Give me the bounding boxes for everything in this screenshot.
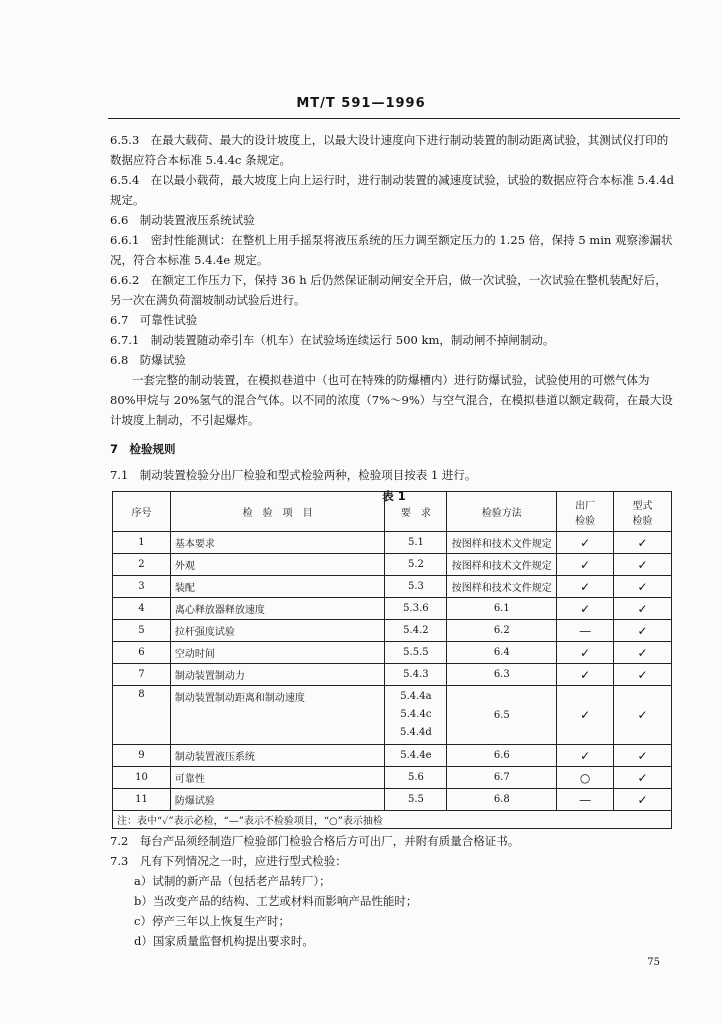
inspection-table bbox=[112, 491, 672, 829]
para-7-1: 7.1 制动装置检验分出厂检验和型式检验两种，检验项目按表 1 进行。 bbox=[110, 468, 477, 482]
table-note-row bbox=[113, 811, 672, 829]
list-item: d）国家质量监督机构提出要求时。 bbox=[134, 934, 314, 948]
heading-6-6: 6.6 制动装置液压系统试验 bbox=[110, 213, 255, 227]
heading-6-7: 6.7 可靠性试验 bbox=[110, 313, 198, 327]
para-6-5-3: 6.5.3 在最大载荷、最大的设计坡度上，以最大设计速度向下进行制动装置的制动距离试验，其测试仪打印的数据应符合本标准 5.4.4c 条规定。 bbox=[110, 133, 669, 167]
table-note: 注：表中“✓”表示必检，“—”表示不检验项目，“○”表示抽检 bbox=[113, 811, 672, 829]
para-6-8-body: 一套完整的制动装置，在模拟巷道中（也可在特殊的防爆槽内）进行防爆试验，试验使用的可燃气体为 80%甲烷与 20%氢气的混合气体。以不同的浓度（7%～9%）与空气混合，在模拟巷道以额定载荷，在最大设计坡度上制动，不引起爆炸。 bbox=[110, 373, 673, 427]
table-header-row bbox=[113, 492, 672, 532]
page-number: 75 bbox=[647, 957, 660, 968]
heading-6-8: 6.8 防爆试验 bbox=[110, 353, 186, 367]
header-type-inspection: 型式 检验 bbox=[614, 492, 672, 532]
table-row: 2 外观 5.2 按图样和技术文件规定 ✓ ✓ bbox=[113, 554, 672, 576]
standard-header: MT/T 591—1996 bbox=[296, 96, 426, 111]
para-6-5-4: 6.5.4 在以最小载荷，最大坡度上向上运行时，进行制动装置的减速度试验，试验的数据应符合本标准 5.4.4d 规定。 bbox=[110, 173, 675, 207]
table-row: 3 装配 5.3 按图样和技术文件规定 ✓ ✓ bbox=[113, 576, 672, 598]
list-item: a）试制的新产品（包括老产品转厂）； bbox=[134, 874, 331, 888]
header-item: 检 验 项 目 bbox=[170, 492, 385, 532]
para-7-3: 7.3 凡有下列情况之一时，应进行型式检验： bbox=[110, 854, 347, 868]
table-row: 6 空动时间 5.5.5 6.4 ✓ ✓ bbox=[113, 642, 672, 664]
body-text-upper bbox=[110, 130, 678, 506]
para-6-7-1: 6.7.1 制动装置随动牵引车（机车）在试验场连续运行 500 km，制动闸不掉闸制动。 bbox=[110, 333, 555, 347]
list-item: c）停产三年以上恢复生产时； bbox=[134, 914, 290, 928]
body-text-lower bbox=[110, 831, 678, 951]
section-7-title: 7 检验规则 bbox=[110, 442, 176, 456]
list-item: b）当改变产品的结构、工艺或材料而影响产品性能时； bbox=[134, 894, 418, 908]
table-row: 11 防爆试验 5.5 6.8 — ✓ bbox=[113, 789, 672, 811]
requirement-multi: 5.4.4a 5.4.4c 5.4.4d bbox=[385, 686, 447, 745]
table-row: 1 基本要求 5.1 按图样和技术文件规定 ✓ ✓ bbox=[113, 532, 672, 554]
para-7-2: 7.2 每台产品须经制造厂检验部门检验合格后方可出厂，并附有质量合格证书。 bbox=[110, 834, 520, 848]
table-caption: 表 1 bbox=[382, 489, 406, 503]
table-row: 4 离心释放器释放速度 5.3.6 6.1 ✓ ✓ bbox=[113, 598, 672, 620]
header-method: 检验方法 bbox=[447, 492, 557, 532]
header-factory-inspection: 出厂 检验 bbox=[557, 492, 614, 532]
header-no: 序号 bbox=[113, 492, 171, 532]
table-row: 5 拉杆强度试验 5.4.2 6.2 — ✓ bbox=[113, 620, 672, 642]
para-6-6-2: 6.6.2 在额定工作压力下，保持 36 h 后仍然保证制动闸安全开启，做一次试验，一次试验在整机装配好后，另一次在满负荷溜坡制动试验后进行。 bbox=[110, 273, 667, 307]
table-row: 7 制动装置制动力 5.4.3 6.3 ✓ ✓ bbox=[113, 664, 672, 686]
table-row: 8 制动装置制动距离和制动速度 5.4.4a 5.4.4c 5.4.4d 6.5 ✓ ✓ bbox=[113, 686, 672, 745]
header-requirement: 要 求 bbox=[385, 492, 447, 532]
table-row: 10 可靠性 5.6 6.7 ○ ✓ bbox=[113, 767, 672, 789]
para-6-6-1: 6.6.1 密封性能测试：在整机上用手摇泵将液压系统的压力调至额定压力的 1.25 倍，保持 5 min 观察渗漏状况，符合本标准 5.4.4e 规定。 bbox=[110, 233, 673, 267]
header-rule bbox=[108, 118, 680, 119]
table-row: 9 制动装置液压系统 5.4.4e 6.6 ✓ ✓ bbox=[113, 745, 672, 767]
